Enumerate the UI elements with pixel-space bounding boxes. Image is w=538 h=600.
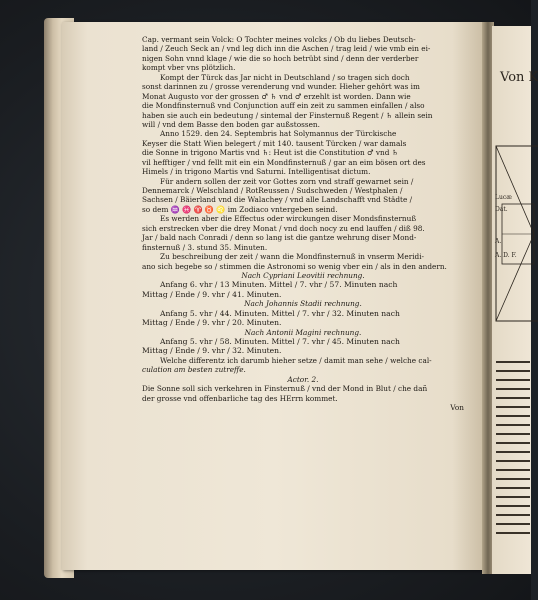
text-line: Sachsen / Bäierland vnd die Walachey / vnd alle Landschafft vnd Städte /: [142, 195, 413, 205]
right-page-heading: Von K: [500, 70, 538, 85]
text-line: die Mondfinsternuß vnd Conjunction auff ein zeit zu sammen einfallen / also: [142, 101, 425, 111]
text-line: Mittag / Ende / 9. vhr / 41. Minuten.: [142, 289, 282, 299]
text-line: Kompt der Türck das Jar nicht in Deutschland / so tragen sich doch: [160, 72, 410, 82]
text-line: finsternuß / 3. stund 35. Minuten.: [142, 242, 268, 252]
text-line: Mittag / Ende / 9. vhr / 20. Minuten.: [142, 318, 282, 328]
text-line: nigen Sohn vnnd klage / wie die so hoch betrübt sind / denn der verderber: [142, 53, 419, 63]
text-line: Himels / in trigono Martis vnd Saturni. Intelligentisat dictum.: [142, 167, 371, 177]
text-line: will / vnd dem Basse den boden gar außstossen.: [142, 119, 320, 129]
right-page-fragment-4: A. D. F.: [495, 252, 517, 259]
citation-heading: Actor. 2.: [287, 374, 319, 384]
catchword: Von: [450, 403, 464, 413]
text-line: Zu beschreibung der zeit / wann die Mondfinsternuß in vnserm Meridi-: [160, 252, 425, 262]
text-line: Für andern sollen der zeit vor Gottes zorn vnd straff gewarnet sein /: [160, 176, 414, 186]
text-line: culation am besten zutreffe.: [142, 365, 246, 375]
text-line: Keyser die Statt Wien belegert / mit 140. tausent Türcken / war damals: [142, 138, 407, 148]
text-line: Welche differentz ich darumb hieher setze / damit man sehe / welche cal-: [160, 355, 432, 365]
text-line: Anfang 5. vhr / 58. Minuten. Mittel / 7. vhr / 45. Minuten nach: [160, 337, 400, 346]
text-line: Dennemarck / Welschland / RotReussen / Sudschweden / Westphalen /: [142, 186, 403, 195]
text-line: der grosse vnd offenbarliche tag des HErrn kommet.: [142, 393, 338, 403]
horoscope-diagram: [494, 146, 534, 326]
right-page-fragment-1: Lucæ: [495, 194, 512, 201]
text-line: kompt vber vns plötzlich.: [142, 63, 236, 73]
text-line: Mittag / Ende / 9. vhr / 32. Minuten.: [142, 346, 282, 356]
right-page-text-lines: [496, 356, 531, 586]
text-line: Jar / bald nach Conradi / denn so lang ist die gantze wehrung diser Mond-: [142, 233, 417, 243]
text-line: Anfang 5. vhr / 44. Minuten. Mittel / 7. vhr / 32. Minuten nach: [160, 308, 400, 318]
text-line: sonst darinnen zu / grosse verenderung vnd wunder. Hieher gehört was im: [142, 82, 420, 92]
section-heading: Nach Johannis Stadii rechnung.: [244, 299, 362, 309]
text-line: sich erstrecken vber die drey Monat / vnd doch nocy zu end lauffen / diß 98.: [142, 223, 425, 233]
text-line: Es werden aber die Effectus oder wirckungen diser Mondsfinsternuß: [160, 214, 417, 224]
text-line: ano sich begebe so / stimmen die Astronomi so wenig vber ein / als in den andern.: [142, 261, 447, 271]
page-text: [142, 35, 464, 413]
right-page-fragment-3: A.: [495, 238, 502, 245]
text-line: Anfang 6. vhr / 13 Minuten. Mittel / 7. vhr / 57. Minuten nach: [160, 280, 398, 290]
text-line: die Sonne in trigono Martis vnd ♄: Heut ist die Constitution ♂ vnd ♄: [142, 148, 399, 158]
section-heading: Nach Antonii Magini rechnung.: [244, 327, 362, 337]
text-line: vil hefftiger / vnd fellt mit ein ein Mondfinsternuß / gar an eim bösen ort des: [142, 157, 426, 167]
text-line: land / Zeuch Seck an / vnd leg dich inn die Aschen / trag leid / wie vmb ein ei-: [142, 44, 431, 54]
section-heading: Nach Cypriani Leovitii rechnung.: [241, 270, 365, 280]
text-line: Cap. vermant sein Volck: O Tochter meines volcks / Ob du liebes Deutsch-: [142, 35, 416, 44]
text-line: so dem ♒ ♓ ♈ ♉ ♌ im Zodiaco vntergeben seind.: [142, 204, 338, 214]
text-line: Monat Augusto vor der grossen ♂ ♄ vnd ♂ erzehlt ist worden. Dann wie: [142, 91, 411, 101]
text-line: Die Sonne soll sich verkehren in Finsternuß / vnd der Mond in Blut / che dañ: [142, 384, 428, 394]
right-page-fragment-2: Dat.: [495, 206, 508, 213]
text-line: Anno 1529. den 24. Septembris hat Solymannus der Türckische: [160, 129, 397, 139]
text-line: haben sie auch ein bedeutung / sintemal der Finsternuß Regent / ♄ allein sein: [142, 110, 433, 120]
right-page: [492, 26, 538, 574]
